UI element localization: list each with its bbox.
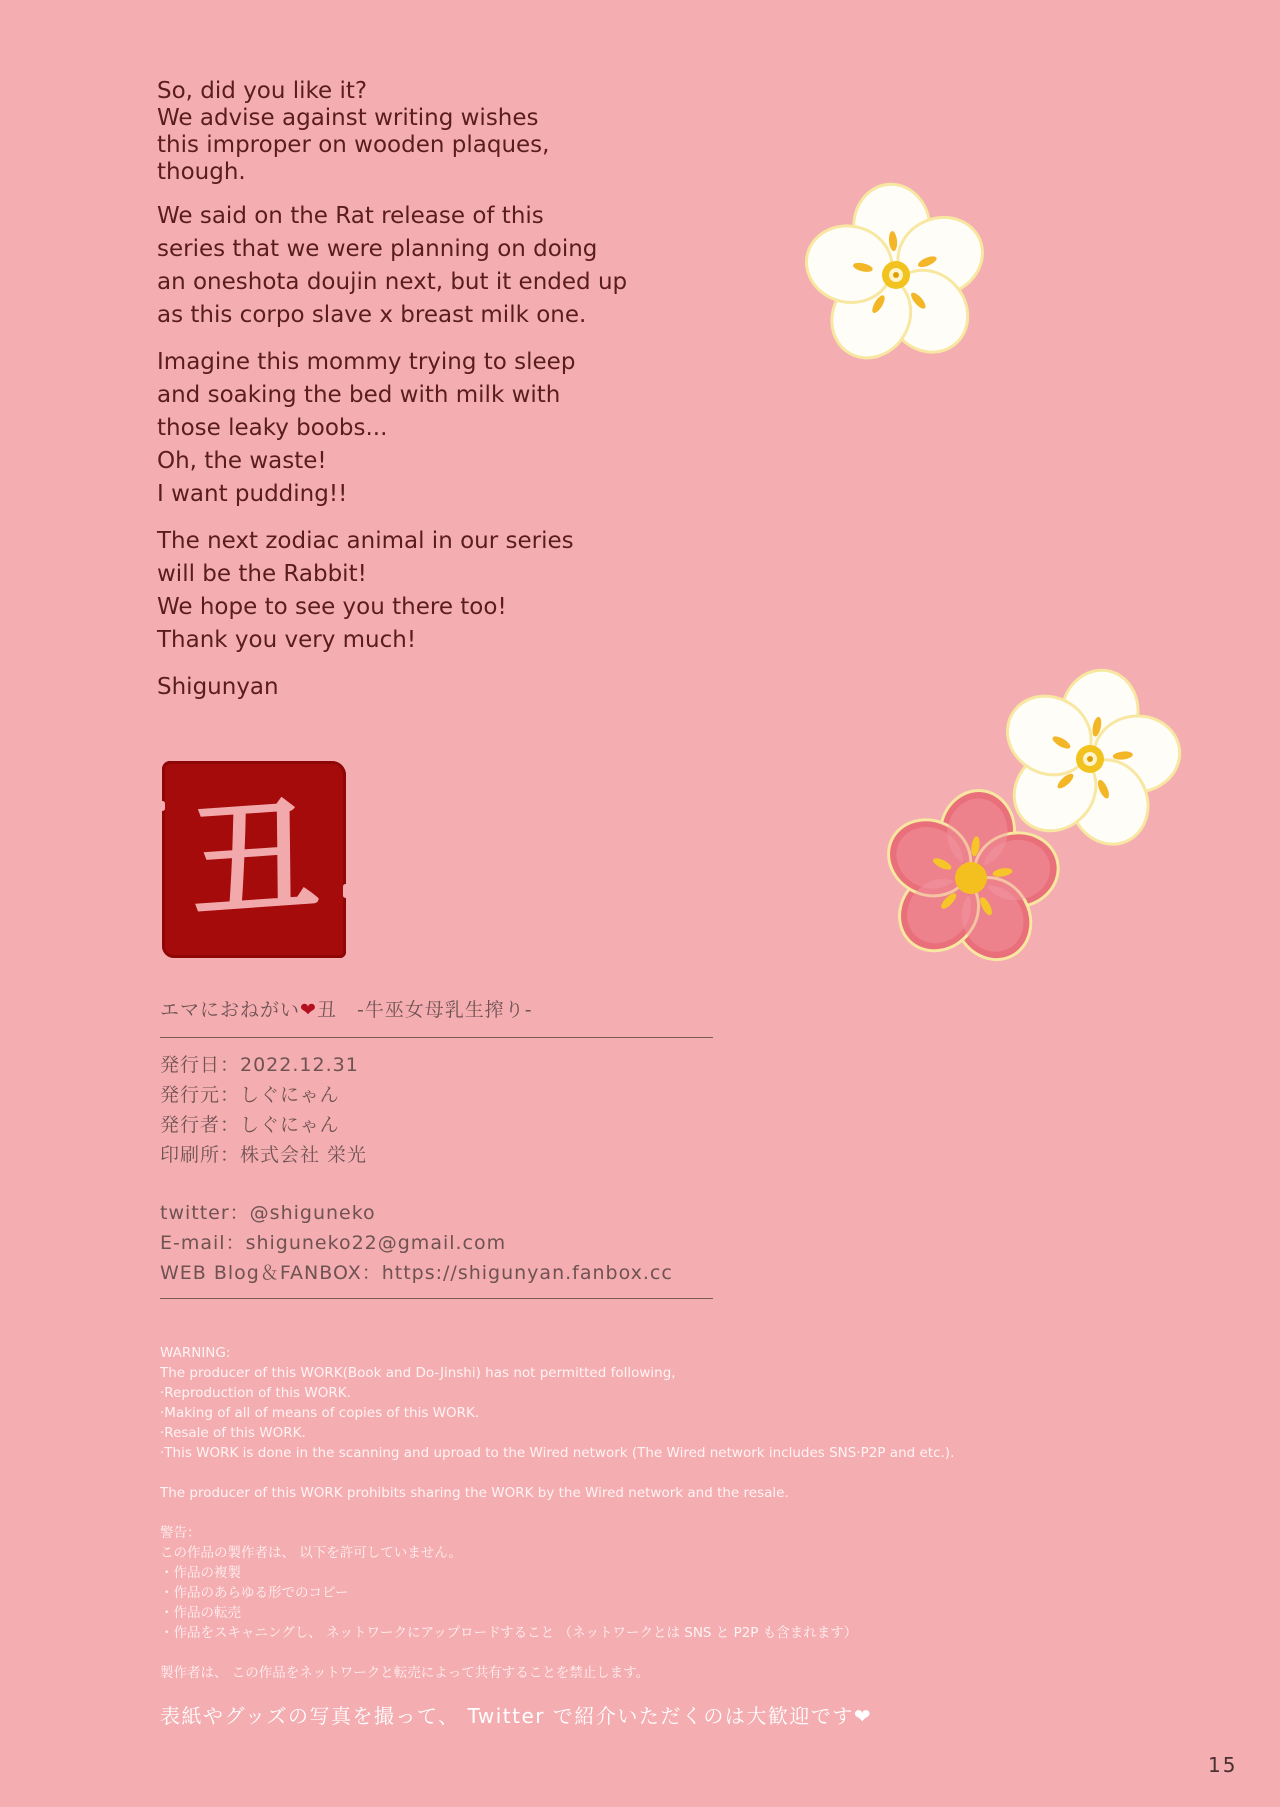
heart-icon: ❤	[853, 1704, 873, 1728]
book-title	[160, 995, 720, 1025]
afterword-paragraph-3	[157, 346, 717, 511]
colophon	[160, 995, 720, 1299]
book-title-pre: エマにおねがい	[160, 999, 301, 1021]
warning-line: この作品の製作者は、 以下を許可していません。	[160, 1545, 463, 1561]
warning-line: ・作品の複製	[160, 1565, 241, 1581]
twitter-handle: twitter：@shiguneko	[160, 1202, 376, 1224]
afterword-line: Oh, the waste!	[157, 448, 327, 474]
afterword-paragraph-1	[157, 78, 717, 186]
white-plum-blossom-icon	[990, 666, 1190, 852]
issuer: 発行者：しぐにゃん	[160, 1114, 340, 1136]
afterword-paragraph-2	[157, 200, 717, 332]
afterword-line: We said on the Rat release of this	[157, 203, 544, 229]
afterword-line: will be the Rabbit!	[157, 561, 367, 587]
white-plum-blossom-icon	[796, 182, 996, 368]
web-link: WEB Blog＆FANBOX：https://shigunyan.fanbox.cc	[160, 1262, 673, 1284]
divider	[160, 1037, 713, 1038]
afterword-line: So, did you like it?	[157, 78, 368, 104]
release-date: 発行日：2022.12.31	[160, 1054, 359, 1076]
warning-line: ·Making of all of means of copies of this WORK.	[160, 1405, 480, 1421]
warning-line: ・作品のあらゆる形でのコピー	[160, 1585, 349, 1601]
afterword	[157, 78, 717, 704]
warning-line: 製作者は、 この作品をネットワークと転売によって共有することを禁止します。	[160, 1665, 650, 1681]
welcome-text: 表紙やグッズの写真を撮って、 Twitter で紹介いただくのは大歓迎です	[160, 1704, 854, 1728]
email-address: E-mail：shiguneko22@gmail.com	[160, 1232, 507, 1254]
afterword-line: I want pudding!!	[157, 481, 348, 507]
warning-line: ・作品の転売	[160, 1605, 241, 1621]
warning-line: The producer of this WORK(Book and Do-Jinshi) has not permitted following,	[160, 1365, 676, 1381]
afterword-line: an oneshota doujin next, but it ended up	[157, 269, 628, 295]
ox-seal-stamp	[162, 761, 346, 958]
flower-petals	[796, 182, 996, 368]
afterword-line: as this corpo slave x breast milk one.	[157, 302, 587, 328]
warning-line: ·Resale of this WORK.	[160, 1425, 306, 1441]
book-title-post: 丑 -牛巫女母乳生搾り-	[316, 999, 533, 1021]
warning-line: 警告：	[160, 1525, 201, 1541]
afterword-line: We advise against writing wishes	[157, 105, 539, 131]
publication-info	[160, 1050, 720, 1288]
signature: Shigunyan	[157, 674, 279, 700]
afterword-line: The next zodiac animal in our series	[157, 528, 574, 554]
warning-line: WARNING:	[160, 1345, 231, 1361]
afterword-line: and soaking the bed with milk with	[157, 382, 561, 408]
afterword-line: Imagine this mommy trying to sleep	[157, 349, 576, 375]
printer: 印刷所：株式会社 栄光	[160, 1144, 368, 1166]
warning-line: ・作品をスキャニングし、 ネットワークにアップロードすること （ネットワークとは SNS と P2P も含まれます）	[160, 1625, 858, 1641]
afterword-line: though.	[157, 159, 246, 185]
afterword-line: series that we were planning on doing	[157, 236, 598, 262]
afterword-paragraph-4	[157, 525, 717, 657]
heart-icon: ❤	[300, 999, 317, 1021]
page-number: 15	[1208, 1753, 1238, 1777]
seal-character: 丑	[184, 780, 324, 939]
warning-notice	[160, 1343, 1120, 1683]
afterword-line: those leaky boobs...	[157, 415, 388, 441]
warning-line: The producer of this WORK prohibits sharing the WORK by the Wired network and the resale.	[160, 1485, 789, 1501]
welcome-message	[160, 1700, 872, 1729]
afterword-line: Thank you very much!	[157, 627, 417, 653]
warning-line: ·Reproduction of this WORK.	[160, 1385, 351, 1401]
publisher: 発行元：しぐにゃん	[160, 1084, 340, 1106]
afterword-line: this improper on wooden plaques,	[157, 132, 550, 158]
divider	[160, 1298, 713, 1299]
warning-line: ·This WORK is done in the scanning and uproad to the Wired network (The Wired network includes SNS·P2P and etc.).	[160, 1445, 955, 1461]
afterword-line: We hope to see you there too!	[157, 594, 507, 620]
